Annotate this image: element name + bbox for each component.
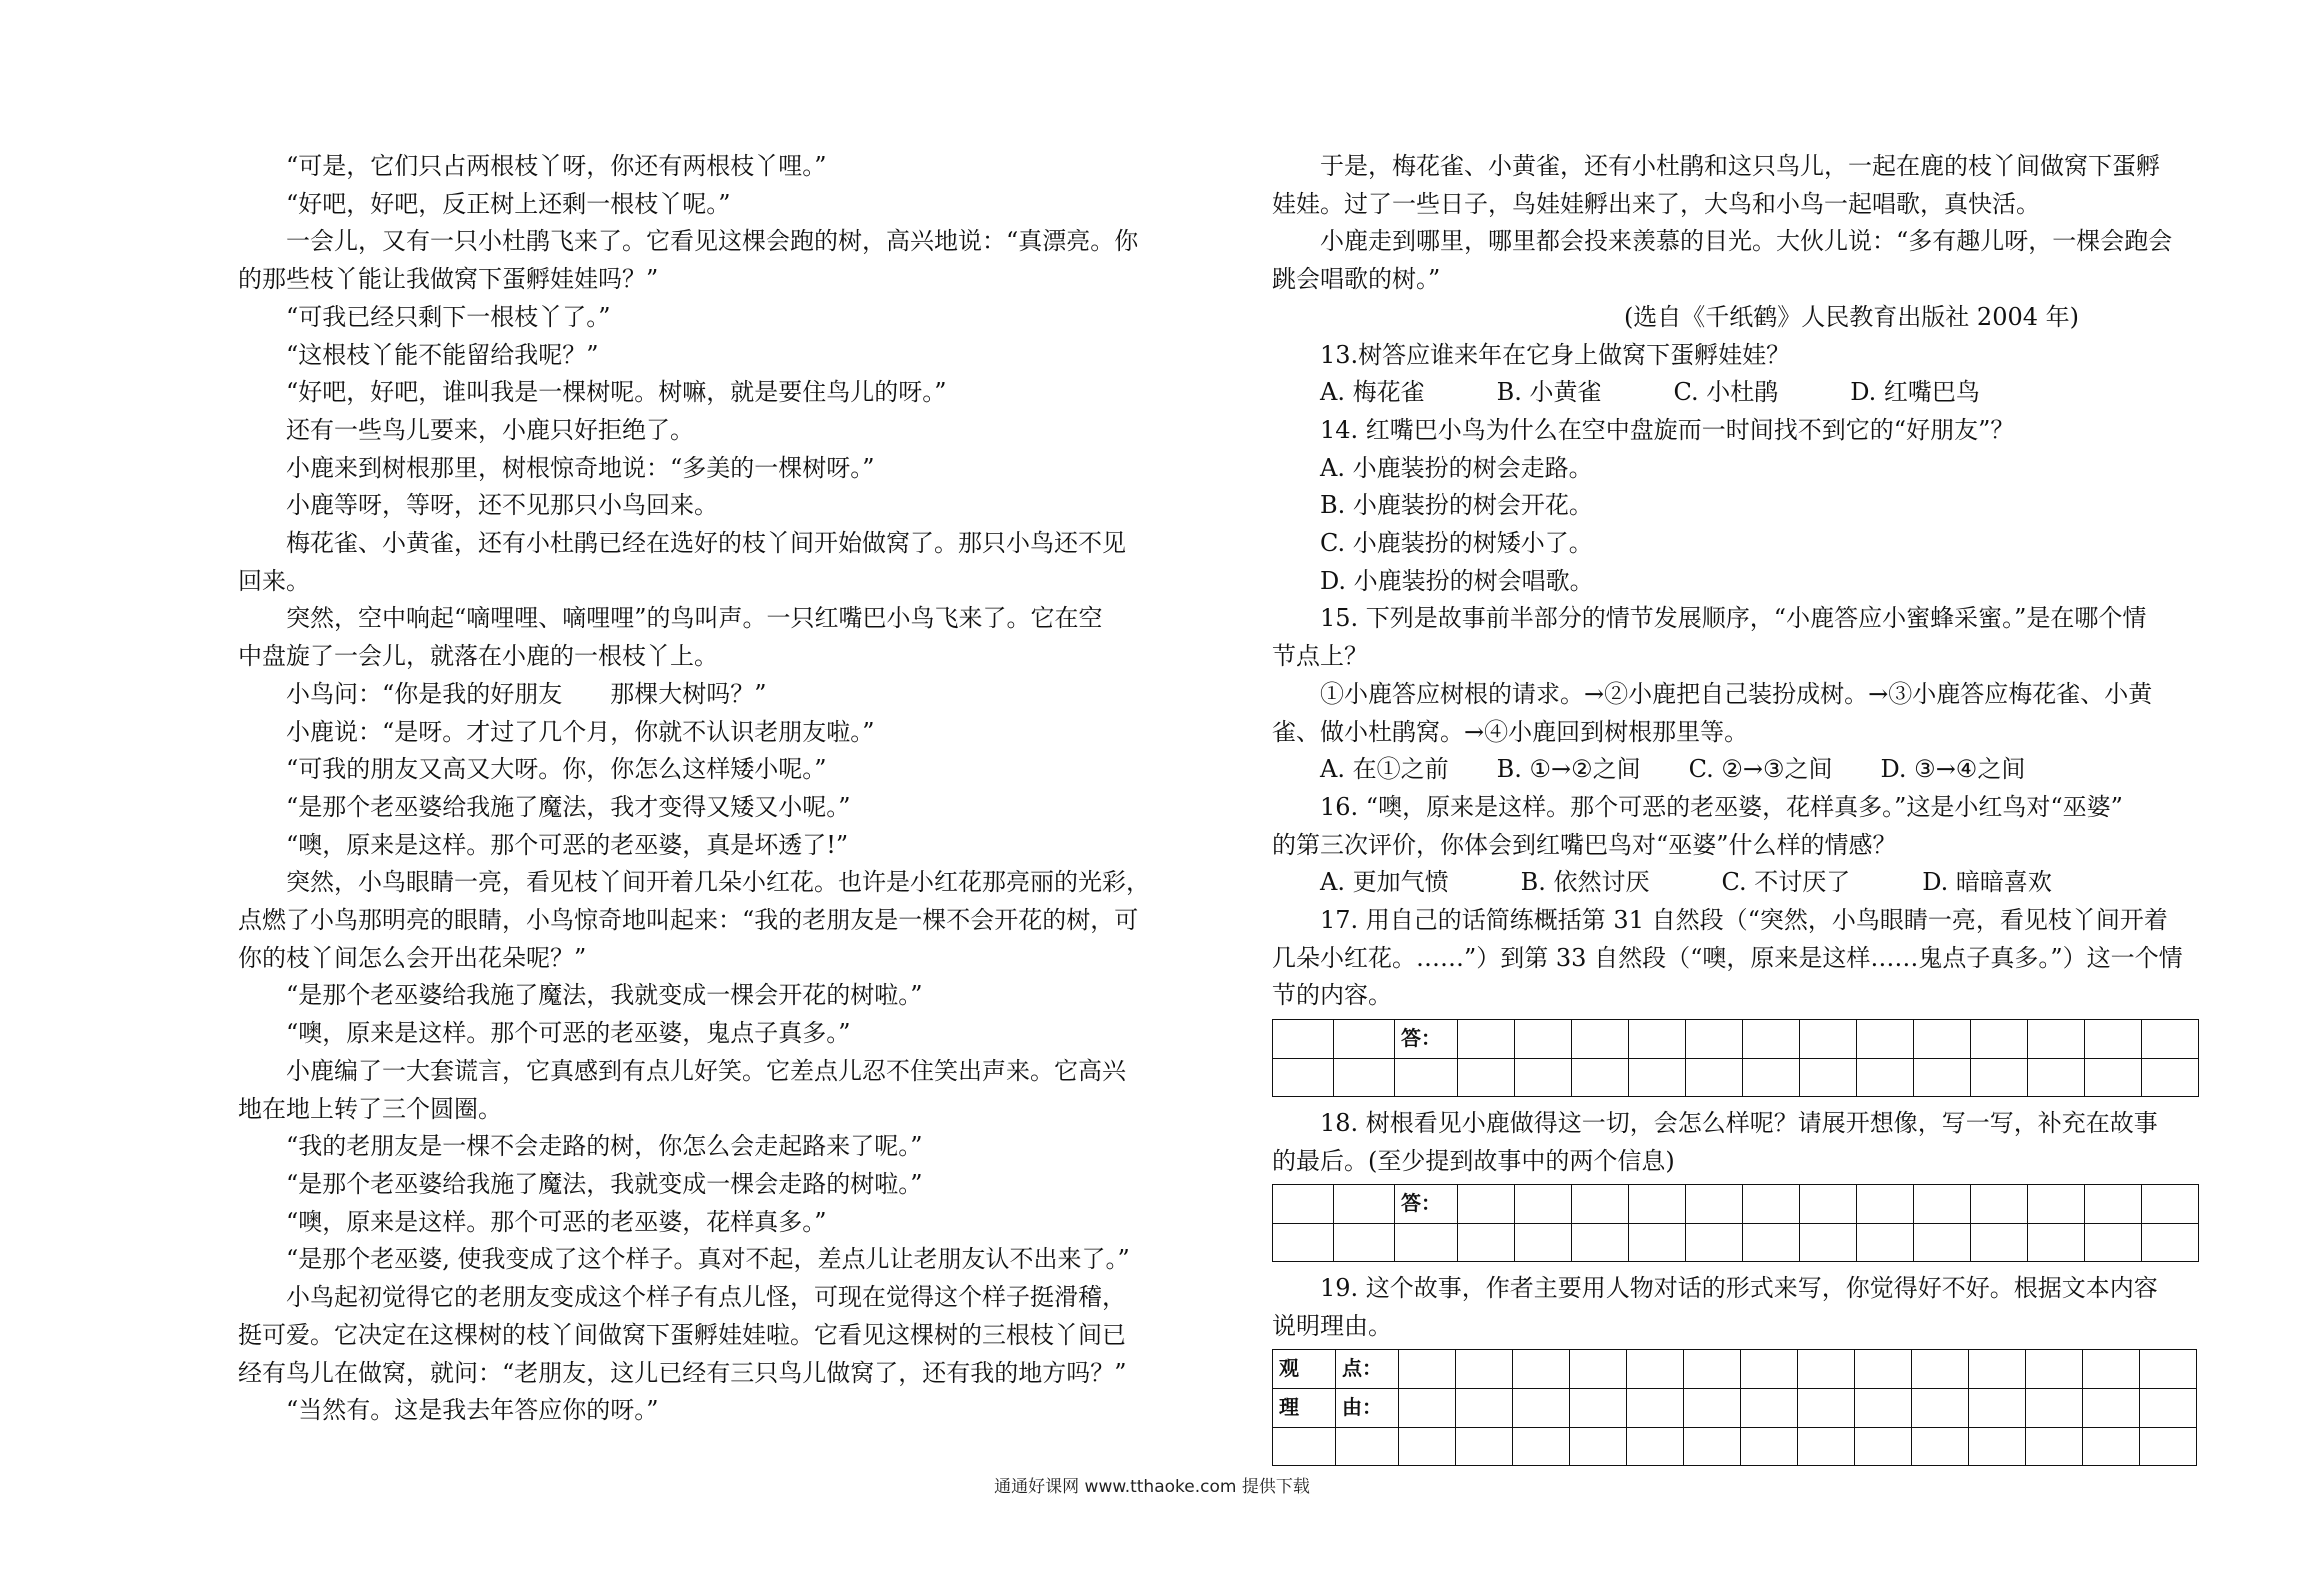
- answer-cell[interactable]: [1334, 1058, 1395, 1096]
- answer-cell[interactable]: [1572, 1223, 1629, 1261]
- answer-cell[interactable]: [2085, 1185, 2142, 1224]
- q13-stem: 13.树答应谁来年在它身上做窝下蛋孵娃娃？: [1320, 340, 1791, 369]
- left-text-line: “好吧，好吧，谁叫我是一棵树呢。树嘛，就是要住鸟儿的呀。”: [286, 378, 947, 407]
- answer-cell[interactable]: [1684, 1350, 1741, 1389]
- answer-cell[interactable]: [1458, 1223, 1515, 1261]
- answer-cell[interactable]: [1743, 1223, 1800, 1261]
- left-text-line: “噢，原来是这样。那个可恶的老巫婆，真是坏透了!”: [286, 830, 849, 859]
- left-text-line: “是那个老巫婆给我施了魔法，我才变得又矮又小呢。”: [286, 792, 851, 821]
- q19-stem: 19. 这个故事，作者主要用人物对话的形式来写，你觉得好不好。根据文本内容: [1320, 1273, 2158, 1302]
- q14-option-d: D. 小鹿装扮的树会唱歌。: [1320, 566, 1594, 595]
- answer-cell[interactable]: [1798, 1389, 1855, 1428]
- answer-cell[interactable]: [1456, 1350, 1513, 1389]
- q17-stem: 17. 用自己的话简练概括第 31 自然段（“突然，小鸟眼睛一亮，看见枝丫间开着: [1320, 906, 2168, 935]
- answer-cell[interactable]: [1855, 1350, 1912, 1389]
- left-text-line: “噢，原来是这样。那个可恶的老巫婆，花样真多。”: [286, 1207, 827, 1236]
- left-text-line: 小鹿来到树根那里，树根惊奇地说：“多美的一棵树呀。”: [286, 453, 875, 482]
- right-column: [1272, 148, 2207, 1474]
- answer-cell[interactable]: [1273, 1185, 1334, 1224]
- q14-option-b: B. 小鹿装扮的树会开花。: [1320, 491, 1593, 520]
- answer-cell[interactable]: [1273, 1058, 1334, 1096]
- left-text-line: “可我的朋友又高又大呀。你，你怎么这样矮小呢。”: [286, 755, 827, 784]
- page-footer: 通通好课网 www.tthaoke.com 提供下载: [994, 1477, 1310, 1497]
- left-text-line: “当然有。这是我去年答应你的呀。”: [286, 1396, 659, 1425]
- left-text-line: 突然，小鸟眼睛一亮，看见枝丫间开着几朵小红花。也许是小红花那亮丽的光彩，: [286, 868, 1150, 897]
- answer-cell[interactable]: [1458, 1185, 1515, 1224]
- q13-options: A. 梅花雀 B. 小黄雀 C. 小杜鹃 D. 红嘴巴鸟: [1320, 378, 1980, 407]
- q15-sequence-cont: 雀、做小杜鹃窝。→④小鹿回到树根那里等。: [1272, 717, 1749, 746]
- reason-label[interactable]: 由：: [1336, 1389, 1399, 1428]
- answer-cell[interactable]: [2083, 1427, 2140, 1465]
- q18-stem: 18. 树根看见小鹿做得这一切，会怎么样呢？请展开想像，写一写，补充在故事: [1320, 1108, 2158, 1137]
- answer-cell[interactable]: [1741, 1350, 1798, 1389]
- story-ending: [1272, 148, 2207, 299]
- answer-cell[interactable]: [2140, 1389, 2197, 1428]
- left-text-line: “这根枝丫能不能留给我呢？”: [286, 340, 599, 369]
- answer-cell[interactable]: [1914, 1058, 1971, 1096]
- answer-cell[interactable]: [1570, 1427, 1627, 1465]
- answer-cell[interactable]: [1336, 1427, 1399, 1465]
- answer-cell[interactable]: [2026, 1427, 2083, 1465]
- answer-cell[interactable]: [1515, 1223, 1572, 1261]
- answer-cell[interactable]: [1627, 1389, 1684, 1428]
- right-text-line: 跳会唱歌的树。”: [1272, 265, 1441, 294]
- left-text-line: 你的枝丫间怎么会开出花朵呢？”: [238, 943, 587, 972]
- answer-cell[interactable]: [1629, 1223, 1686, 1261]
- right-text-line: 娃娃。过了一些日子，鸟娃娃孵出来了，大鸟和小鸟一起唱歌，真快活。: [1272, 189, 2040, 218]
- answer-cell[interactable]: [1971, 1185, 2028, 1224]
- answer-cell[interactable]: [2028, 1223, 2085, 1261]
- answer-cell[interactable]: [1513, 1389, 1570, 1428]
- answer-label[interactable]: 答：: [1395, 1020, 1458, 1059]
- answer-cell[interactable]: [2028, 1020, 2085, 1059]
- left-text-line: 小鹿等呀，等呀，还不见那只小鸟回来。: [286, 491, 718, 520]
- reason-label[interactable]: 理: [1273, 1389, 1336, 1428]
- q16-stem-cont: 的第三次评价，你体会到红嘴巴鸟对“巫婆”什么样的情感？: [1272, 830, 1897, 859]
- answer-cell[interactable]: [1572, 1020, 1629, 1059]
- answer-cell[interactable]: [1334, 1185, 1395, 1224]
- left-text-line: 中盘旋了一会儿，就落在小鹿的一根枝丫上。: [238, 642, 718, 671]
- answer-cell[interactable]: [1914, 1020, 1971, 1059]
- answer-cell[interactable]: [2026, 1350, 2083, 1389]
- answer-cell[interactable]: [1798, 1427, 1855, 1465]
- answer-cell[interactable]: [1395, 1058, 1458, 1096]
- answer-cell[interactable]: [1741, 1389, 1798, 1428]
- q17-stem-end: 节的内容。: [1272, 981, 1392, 1010]
- answer-cell[interactable]: [1572, 1185, 1629, 1224]
- answer-label[interactable]: 答：: [1395, 1185, 1458, 1224]
- answer-cell[interactable]: [1971, 1058, 2028, 1096]
- answer-cell[interactable]: [1273, 1020, 1334, 1059]
- left-text-line: 地在地上转了三个圆圈。: [238, 1094, 502, 1123]
- left-text-line: 小鹿说：“是呀。才过了几个月，你就不认识老朋友啦。”: [286, 717, 875, 746]
- answer-cell[interactable]: [1855, 1389, 1912, 1428]
- answer-cell[interactable]: [2085, 1020, 2142, 1059]
- answer-cell[interactable]: [2083, 1389, 2140, 1428]
- answer-cell[interactable]: [1458, 1020, 1515, 1059]
- q15-options: A. 在①之前 B. ①→②之间 C. ②→③之间 D. ③→④之间: [1320, 755, 2026, 784]
- answer-cell[interactable]: [1855, 1427, 1912, 1465]
- left-text-line: “是那个老巫婆给我施了魔法，我就变成一棵会走路的树啦。”: [286, 1169, 923, 1198]
- answer-cell[interactable]: [1686, 1020, 1743, 1059]
- q18-answer-grid[interactable]: [1272, 1184, 2199, 1262]
- q14-stem: 14. 红嘴巴小鸟为什么在空中盘旋而一时间找不到它的“好朋友”？: [1320, 415, 2015, 444]
- answer-cell[interactable]: [1570, 1350, 1627, 1389]
- answer-cell[interactable]: [2142, 1058, 2199, 1096]
- answer-cell[interactable]: [1456, 1427, 1513, 1465]
- answer-cell[interactable]: [1570, 1389, 1627, 1428]
- right-text-line: 小鹿走到哪里，哪里都会投来羡慕的目光。大伙儿说：“多有趣儿呀，一棵会跑会: [1320, 227, 2173, 256]
- q19-answer-grid[interactable]: [1272, 1349, 2197, 1465]
- answer-cell[interactable]: [1629, 1020, 1686, 1059]
- q15-sequence: ①小鹿答应树根的请求。→②小鹿把自己装扮成树。→③小鹿答应梅花雀、小黄: [1320, 679, 2153, 708]
- answer-cell[interactable]: [2140, 1427, 2197, 1465]
- left-text-line: “是那个老巫婆, 使我变成了这个样子。真对不起，差点儿让老朋友认不出来了。”: [286, 1245, 1130, 1274]
- right-text-line: 于是，梅花雀、小黄雀，还有小杜鹃和这只鸟儿，一起在鹿的枝丫间做窝下蛋孵: [1320, 152, 2160, 180]
- answer-cell[interactable]: [1684, 1427, 1741, 1465]
- left-text-line: 突然，空中响起“嘀哩哩、嘀哩哩”的鸟叫声。一只红嘴巴小鸟飞来了。它在空: [286, 604, 1103, 633]
- answer-cell[interactable]: [2083, 1350, 2140, 1389]
- answer-cell[interactable]: [1399, 1389, 1456, 1428]
- answer-cell[interactable]: [1334, 1020, 1395, 1059]
- answer-cell[interactable]: [1969, 1389, 2026, 1428]
- answer-cell[interactable]: [1743, 1058, 1800, 1096]
- answer-cell[interactable]: [1515, 1185, 1572, 1224]
- answer-cell[interactable]: [2142, 1185, 2199, 1224]
- answer-cell[interactable]: [1399, 1427, 1456, 1465]
- view-label[interactable]: 观: [1273, 1350, 1336, 1389]
- q14-option-c: C. 小鹿装扮的树矮小了。: [1320, 529, 1593, 558]
- answer-cell[interactable]: [2085, 1223, 2142, 1261]
- q16-stem: 16. “噢，原来是这样。那个可恶的老巫婆，花样真多。”这是小红鸟对“巫婆”: [1320, 792, 2123, 821]
- answer-cell[interactable]: [1857, 1020, 1914, 1059]
- answer-cell[interactable]: [2028, 1058, 2085, 1096]
- answer-cell[interactable]: [1513, 1427, 1570, 1465]
- q19-stem-cont: 说明理由。: [1272, 1311, 1392, 1340]
- left-text-line: “是那个老巫婆给我施了魔法，我就变成一棵会开花的树啦。”: [286, 981, 923, 1010]
- q15-stem: 15. 下列是故事前半部分的情节发展顺序，“小鹿答应小蜜蜂采蜜。”是在哪个情: [1320, 604, 2147, 633]
- view-label[interactable]: 点：: [1336, 1350, 1399, 1389]
- q16-options: A. 更加气愤 B. 依然讨厌 C. 不讨厌了 D. 暗暗喜欢: [1320, 868, 2052, 897]
- q14-option-a: A. 小鹿装扮的树会走路。: [1320, 453, 1593, 482]
- left-text-line: 梅花雀、小黄雀，还有小杜鹃已经在选好的枝丫间开始做窝了。那只小鸟还不见: [286, 529, 1126, 558]
- answer-cell[interactable]: [1627, 1427, 1684, 1465]
- q17-answer-grid[interactable]: [1272, 1019, 2199, 1097]
- answer-cell[interactable]: [1686, 1223, 1743, 1261]
- answer-cell[interactable]: [2142, 1223, 2199, 1261]
- left-text-line: “我的老朋友是一棵不会走路的树，你怎么会走起路来了呢。”: [286, 1132, 923, 1161]
- answer-cell[interactable]: [1914, 1185, 1971, 1224]
- answer-cell[interactable]: [1857, 1058, 1914, 1096]
- answer-cell[interactable]: [1969, 1350, 2026, 1389]
- answer-cell[interactable]: [1456, 1389, 1513, 1428]
- left-text-line: 小鸟起初觉得它的老朋友变成这个样子有点儿怪，可现在觉得这个样子挺滑稽，: [286, 1283, 1126, 1312]
- answer-cell[interactable]: [1800, 1223, 1857, 1261]
- answer-cell[interactable]: [1629, 1058, 1686, 1096]
- answer-cell[interactable]: [1971, 1020, 2028, 1059]
- left-text-line: “可我已经只剩下一根枝丫了。”: [286, 302, 611, 331]
- answer-cell[interactable]: [1914, 1223, 1971, 1261]
- answer-cell[interactable]: [1513, 1350, 1570, 1389]
- left-text-line: 经有鸟儿在做窝，就问：“老朋友，这儿已经有三只鸟儿做窝了，还有我的地方吗？”: [238, 1358, 1127, 1387]
- answer-cell[interactable]: [1686, 1185, 1743, 1224]
- answer-cell[interactable]: [1800, 1020, 1857, 1059]
- answer-cell[interactable]: [1395, 1223, 1458, 1261]
- q18-stem-cont: 的最后。(至少提到故事中的两个信息): [1272, 1146, 1675, 1175]
- left-text-line: 挺可爱。它决定在这棵树的枝丫间做窝下蛋孵娃娃啦。它看见这棵树的三根枝丫间已: [238, 1320, 1126, 1349]
- answer-cell[interactable]: [1686, 1058, 1743, 1096]
- answer-cell[interactable]: [1741, 1427, 1798, 1465]
- answer-cell[interactable]: [1684, 1389, 1741, 1428]
- left-text-line: 回来。: [238, 566, 310, 595]
- answer-cell[interactable]: [1572, 1058, 1629, 1096]
- left-text-line: 的那些枝丫能让我做窝下蛋孵娃娃吗？”: [238, 265, 659, 294]
- answer-cell[interactable]: [1800, 1058, 1857, 1096]
- left-text-line: 小鹿编了一大套谎言，它真感到有点儿好笑。它差点儿忍不住笑出声来。它高兴: [286, 1056, 1126, 1085]
- answer-cell[interactable]: [1798, 1350, 1855, 1389]
- left-text-line: 点燃了小鸟那明亮的眼睛，小鸟惊奇地叫起来：“我的老朋友是一棵不会开花的树，可: [238, 906, 1139, 935]
- left-column: [238, 148, 1173, 1430]
- answer-cell[interactable]: [1743, 1185, 1800, 1224]
- answer-cell[interactable]: [1273, 1223, 1334, 1261]
- left-text-line: “好吧，好吧，反正树上还剩一根枝丫呢。”: [286, 189, 731, 218]
- answer-cell[interactable]: [1515, 1020, 1572, 1059]
- left-text-line: 一会儿，又有一只小杜鹃飞来了。它看见这棵会跑的树，高兴地说：“真漂亮。你: [286, 227, 1139, 256]
- answer-cell[interactable]: [2142, 1020, 2199, 1059]
- answer-cell[interactable]: [2028, 1185, 2085, 1224]
- answer-cell[interactable]: [1800, 1185, 1857, 1224]
- answer-cell[interactable]: [2140, 1350, 2197, 1389]
- left-text-line: “可是，它们只占两根枝丫呀，你还有两根枝丫哩。”: [286, 152, 827, 180]
- answer-cell[interactable]: [1629, 1185, 1686, 1224]
- left-text-line: 小鸟问：“你是我的好朋友 那棵大树吗？”: [286, 679, 767, 708]
- source-citation: (选自《千纸鹤》人民教育出版社 2004 年): [1623, 302, 2079, 331]
- answer-cell[interactable]: [1273, 1427, 1336, 1465]
- answer-cell[interactable]: [1334, 1223, 1395, 1261]
- answer-cell[interactable]: [1458, 1058, 1515, 1096]
- answer-cell[interactable]: [1857, 1223, 1914, 1261]
- answer-cell[interactable]: [1912, 1427, 1969, 1465]
- answer-cell[interactable]: [1912, 1389, 1969, 1428]
- answer-cell[interactable]: [1743, 1020, 1800, 1059]
- answer-cell[interactable]: [1969, 1427, 2026, 1465]
- answer-cell[interactable]: [1399, 1350, 1456, 1389]
- answer-cell[interactable]: [1971, 1223, 2028, 1261]
- answer-cell[interactable]: [1912, 1350, 1969, 1389]
- q15-stem-cont: 节点上？: [1272, 642, 1368, 671]
- left-text-line: 还有一些鸟儿要来，小鹿只好拒绝了。: [286, 415, 694, 444]
- q17-stem-cont: 几朵小红花。……”）到第 33 自然段（“噢，原来是这样……鬼点子真多。”）这一个情: [1272, 943, 2183, 972]
- left-text-line: “噢，原来是这样。那个可恶的老巫婆，鬼点子真多。”: [286, 1019, 851, 1048]
- answer-cell[interactable]: [1515, 1058, 1572, 1096]
- answer-cell[interactable]: [2085, 1058, 2142, 1096]
- answer-cell[interactable]: [2026, 1389, 2083, 1428]
- answer-cell[interactable]: [1857, 1185, 1914, 1224]
- answer-cell[interactable]: [1627, 1350, 1684, 1389]
